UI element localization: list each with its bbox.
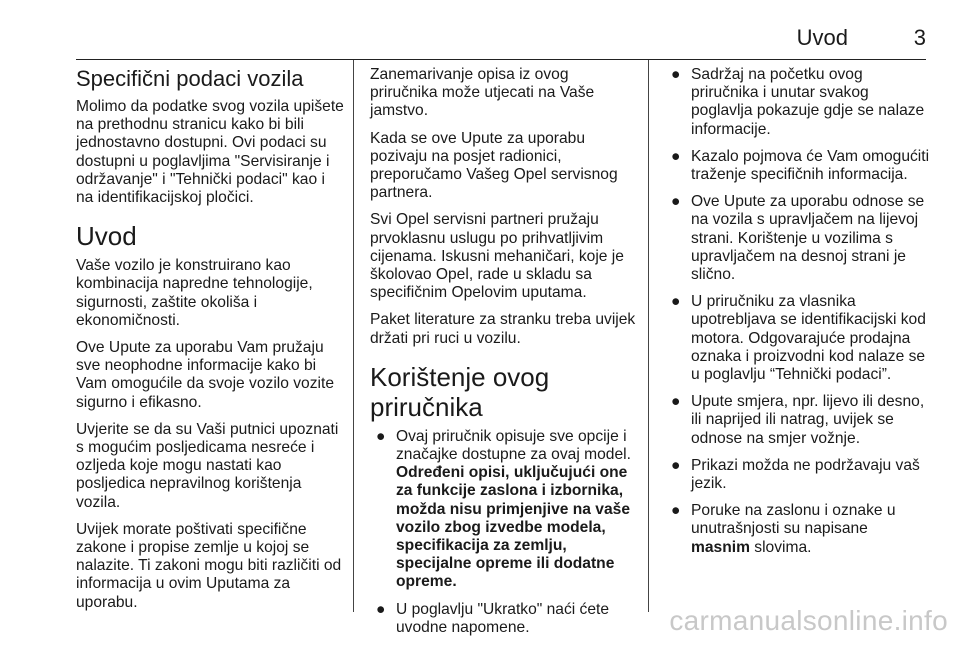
bullet-icon: ● bbox=[671, 193, 681, 211]
paragraph: Kada se ove Upute za uporabu pozivaju na posjet radionici, preporučamo Vašeg Opel servisnog partnera. bbox=[370, 129, 618, 202]
column-right bbox=[665, 66, 931, 566]
paragraph: Uvjerite se da su Vaši putnici upoznati s mogućim posljedicama nesreće i ozljeda koje mogu nastati kao posljedica nepravilnog korištenja vozila. bbox=[76, 420, 339, 511]
heading-using-manual: Korištenje ovog priručnika bbox=[370, 361, 550, 422]
bullet-icon: ● bbox=[376, 427, 386, 445]
list-item: ● U poglavlju "Ukratko" naći ćete uvodne napomene. bbox=[376, 600, 610, 636]
heading-vehicle-data: Specifični podaci vozila bbox=[76, 66, 304, 91]
watermark: carmanualsonline.info bbox=[669, 605, 948, 636]
bullet-icon: ● bbox=[671, 456, 681, 474]
bullet-icon: ● bbox=[376, 600, 386, 618]
bullet-icon: ● bbox=[671, 502, 681, 520]
bullet-icon: ● bbox=[671, 66, 681, 83]
column-middle bbox=[370, 66, 636, 646]
column-divider bbox=[353, 60, 354, 612]
bullet-icon: ● bbox=[671, 293, 681, 311]
paragraph: Vaše vozilo je konstruirano kao kombinacija napredne tehnologije, sigurnosti, zaštite okoliša i ekonomičnosti. bbox=[76, 257, 313, 329]
page-number: 3 bbox=[913, 25, 926, 50]
paragraph: Ove Upute za uporabu Vam pružaju sve neophodne informacije kako bi Vam omogućile da svoje vozilo vozite sigurno i efikasno. bbox=[76, 339, 334, 411]
list-item: ● Ovaj priručnik opisuje sve opcije i značajke dostupne za ovaj model. Određeni opisi, uključujući one za funkcije zaslona i izbornika, možda nisu primjenjive na vaše vozilo zbog izvedbe modela, specifikacija za zemlju, specijalne opreme ili dodatne opreme. bbox=[376, 427, 631, 591]
list-item: ● Sadržaj na početku ovog priručnika i unutar svakog poglavlja pokazuje gdje se nalaze informacije. bbox=[671, 66, 925, 138]
paragraph: Paket literature za stranku treba uvijek držati pri ruci u vozilu. bbox=[370, 311, 636, 347]
bullet-list bbox=[665, 66, 931, 557]
list-item: ● U priručniku za vlasnika upotrebljava se identifikacijski kod motora. Odgovarajuće prodajna oznaka i proizvodni kod nalaze se u poglavlju “Tehnički podaci”. bbox=[671, 293, 926, 384]
column-left bbox=[76, 66, 344, 621]
bullet-icon: ● bbox=[671, 393, 681, 411]
list-item: ● Upute smjera, npr. lijevo ili desno, ili naprijed ili natrag, uvijek se odnose na smjer vožnje. bbox=[671, 393, 925, 447]
list-item: ● Kazalo pojmova će Vam omogućiti traženje specifičnih informacija. bbox=[671, 147, 930, 184]
paragraph: Svi Opel servisni partneri pružaju prvoklasnu uslugu po prihvatljivim cijenama. Iskusni mehaničari, koje je školovao Opel, rade u skladu sa specifičnim Opelovim uputama. bbox=[370, 211, 624, 302]
list-item: ● Ove Upute za uporabu odnose se na vozila s upravljačem na lijevoj strani. Korištenje u vozilima s upravljačem na desnoj strani je slično. bbox=[671, 193, 925, 284]
bullet-list bbox=[370, 428, 636, 637]
page-header bbox=[76, 0, 926, 60]
list-item: ● Prikazi možda ne podržavaju vaš jezik. bbox=[671, 456, 920, 493]
heading-introduction: Uvod bbox=[76, 221, 137, 252]
paragraph: Uvijek morate poštivati specifične zakone i propise zemlje u kojoj se nalazite. Ti zakoni mogu biti različiti od informacija u ovim Uputama za uporabu. bbox=[76, 520, 342, 611]
column-divider bbox=[648, 60, 649, 612]
bullet-icon: ● bbox=[671, 147, 681, 165]
paragraph: Zanemarivanje opisa iz ovog priručnika može utjecati na Vaše jamstvo. bbox=[370, 66, 595, 120]
paragraph: Molimo da podatke svog vozila upišete na prethodnu stranicu kako bi bili jednostavno dostupni. Ovi podaci su dostupni u poglavljima "Servisiranje i održavanje" i "Tehnički podaci" kao i na identifikacijskoj pločici. bbox=[76, 98, 344, 207]
section-title: Uvod bbox=[796, 25, 848, 50]
list-item: ● Poruke na zaslonu i oznake u unutrašnjosti su napisane masnim slovima. bbox=[671, 502, 896, 556]
